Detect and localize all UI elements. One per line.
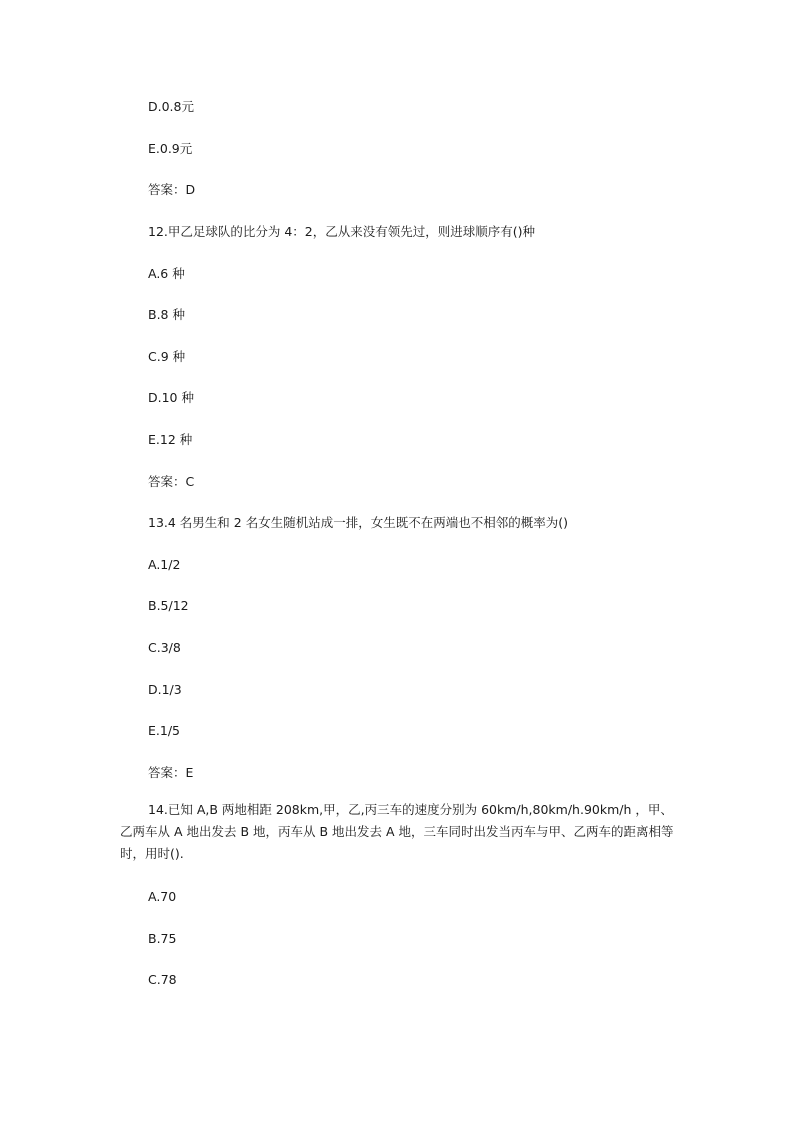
- option-d-q13: D.1/3: [148, 682, 182, 697]
- answer-q13: 答案：E: [148, 765, 194, 780]
- option-e-q11: E.0.9元: [148, 141, 193, 156]
- option-c-q14: C.78: [148, 972, 177, 987]
- option-b-q14: B.75: [148, 931, 177, 946]
- option-d-q11: D.0.8元: [148, 99, 194, 114]
- option-e-q13: E.1/5: [148, 723, 180, 738]
- option-a-q13: A.1/2: [148, 557, 181, 572]
- question-13: 13.4 名男生和 2 名女生随机站成一排，女生既不在两端也不相邻的概率为(): [148, 515, 568, 530]
- option-a-q14: A.70: [148, 889, 177, 904]
- option-a-q12: A.6 种: [148, 266, 185, 281]
- answer-q12: 答案：C: [148, 474, 195, 489]
- option-c-q13: C.3/8: [148, 640, 181, 655]
- option-b-q13: B.5/12: [148, 598, 189, 613]
- question-14: 14.已知 A,B 两地相距 208km,甲，乙,丙三车的速度分别为 60km/h,80km/h.90km/h ，甲、乙两车从 A 地出发去 B 地，丙车从 B 地出发去 A 地，三车同时出发当丙车与甲、乙两车的距离相等时，用时().: [120, 802, 674, 861]
- option-c-q12: C.9 种: [148, 349, 186, 364]
- option-d-q12: D.10 种: [148, 390, 194, 405]
- answer-q11: 答案：D: [148, 182, 196, 197]
- option-e-q12: E.12 种: [148, 432, 193, 447]
- option-b-q12: B.8 种: [148, 307, 185, 322]
- question-12: 12.甲乙足球队的比分为 4：2，乙从来没有领先过，则进球顺序有()种: [148, 224, 536, 239]
